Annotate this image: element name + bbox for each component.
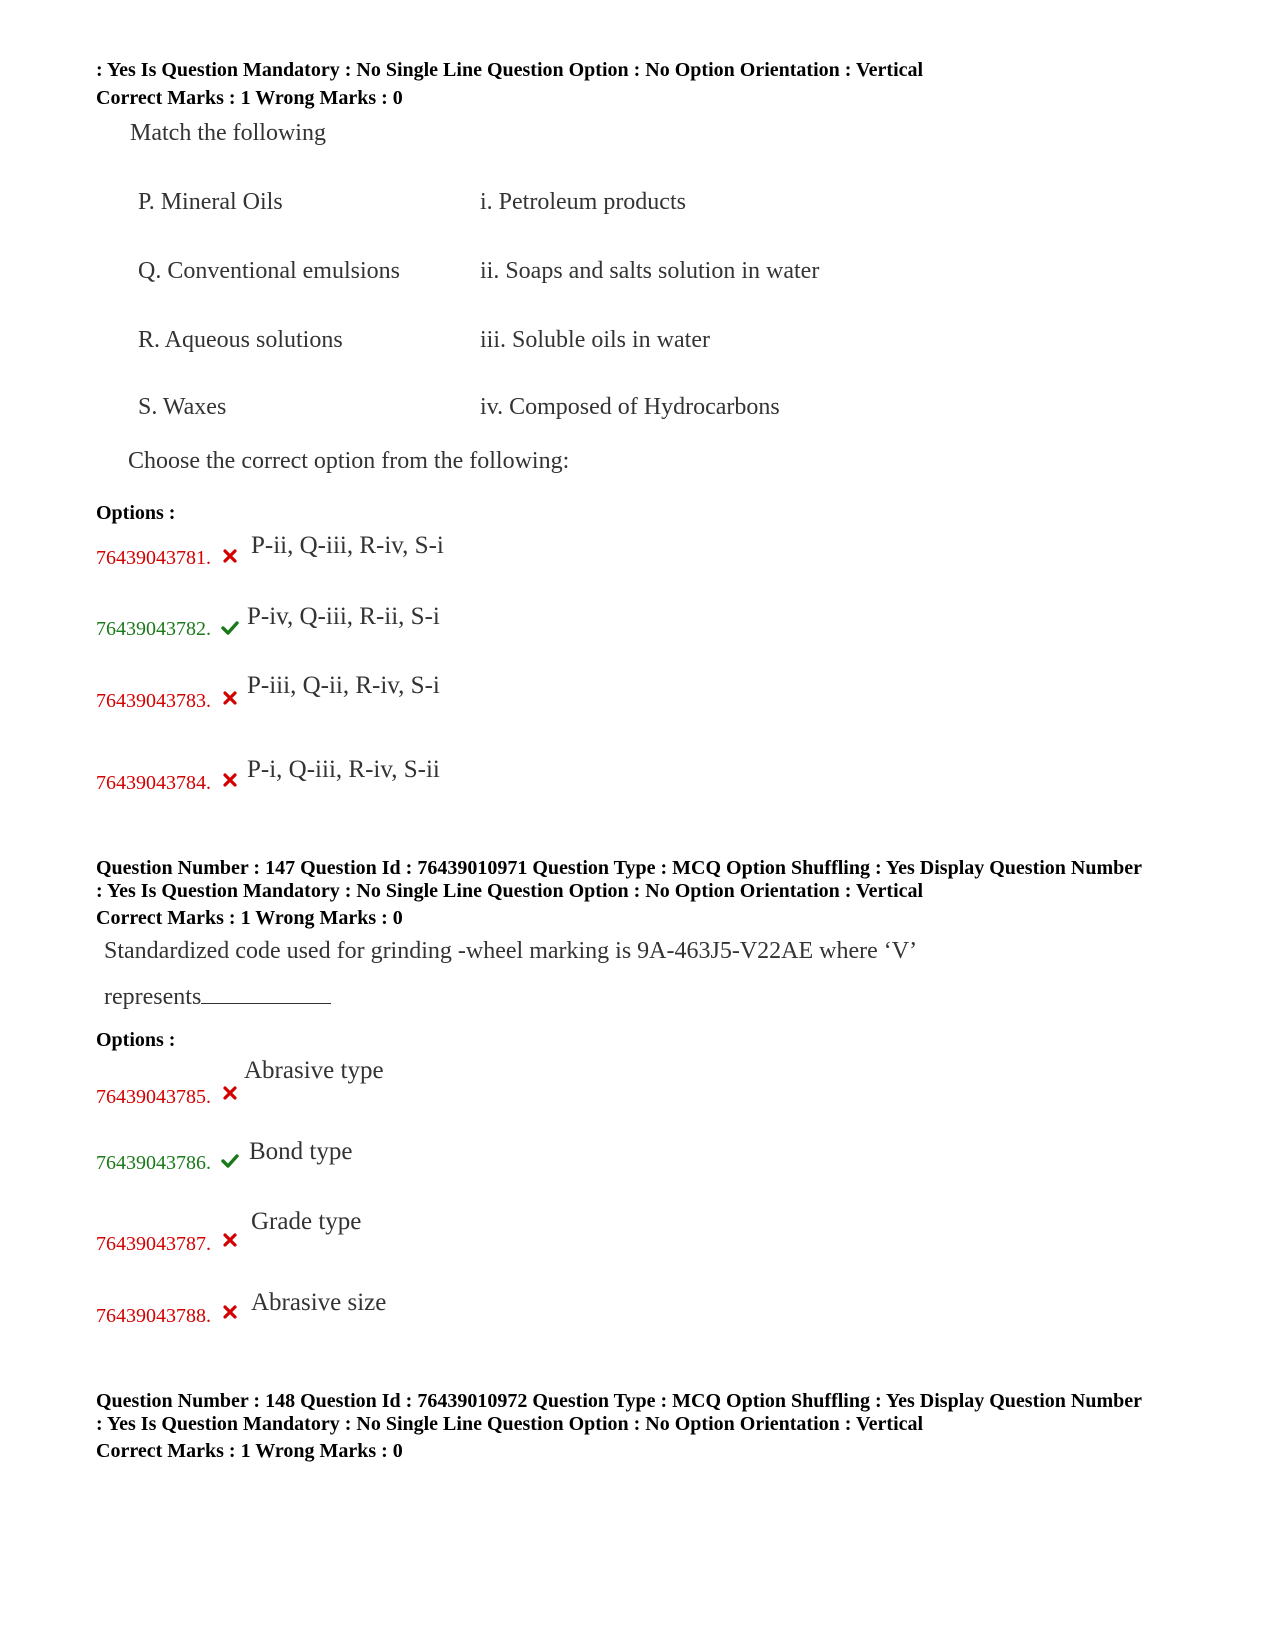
match-right-item: i. Petroleum products <box>480 189 686 215</box>
option-id: 76439043788. <box>96 1305 211 1327</box>
check-icon <box>221 1153 239 1169</box>
match-left-item: P. Mineral Oils <box>138 189 283 215</box>
match-left-item: S. Waxes <box>138 394 227 420</box>
question-meta-line: Question Number : 148 Question Id : 76439010972 Question Type : MCQ Option Shuffling : Yes Display Question Number <box>96 1390 1143 1412</box>
option-id: 76439043783. <box>96 690 211 712</box>
question-meta-line: : Yes Is Question Mandatory : No Single Line Question Option : No Option Orientation : Vertical <box>96 59 924 81</box>
option-id: 76439043785. <box>96 1086 211 1108</box>
option-text: Abrasive type <box>244 1057 384 1084</box>
option-id: 76439043782. <box>96 618 211 640</box>
question-meta-line: : Yes Is Question Mandatory : No Single Line Question Option : No Option Orientation : Vertical <box>96 880 924 902</box>
check-icon <box>221 620 239 636</box>
option-text: Bond type <box>249 1138 353 1165</box>
match-right-item: ii. Soaps and salts solution in water <box>480 258 820 284</box>
marks-line: Correct Marks : 1 Wrong Marks : 0 <box>96 87 403 109</box>
options-label: Options : <box>96 1029 176 1051</box>
cross-icon <box>222 548 238 564</box>
cross-icon <box>222 772 238 788</box>
option-id: 76439043781. <box>96 547 211 569</box>
option-id: 76439043786. <box>96 1152 211 1174</box>
question-intro: Match the following <box>130 120 326 146</box>
question-text-line2 <box>104 981 331 1011</box>
option-text: P-iii, Q-ii, R-iv, S-i <box>247 672 440 699</box>
option-text: Grade type <box>251 1208 362 1235</box>
match-left-item: Q. Conventional emulsions <box>138 258 400 284</box>
option-text: P-ii, Q-iii, R-iv, S-i <box>251 532 444 559</box>
question-prompt: Choose the correct option from the following: <box>128 448 570 474</box>
cross-icon <box>222 690 238 706</box>
cross-icon <box>222 1085 238 1101</box>
options-label: Options : <box>96 502 176 524</box>
option-id: 76439043787. <box>96 1233 211 1255</box>
question-text: Standardized code used for grinding -wheel marking is 9A-463J5-V22AE where ‘V’ <box>104 938 918 964</box>
option-text: Abrasive size <box>251 1289 387 1316</box>
option-text: P-iv, Q-iii, R-ii, S-i <box>247 603 440 630</box>
cross-icon <box>222 1232 238 1248</box>
cross-icon <box>222 1304 238 1320</box>
option-text: P-i, Q-iii, R-iv, S-ii <box>247 756 440 783</box>
marks-line: Correct Marks : 1 Wrong Marks : 0 <box>96 907 403 929</box>
match-left-item: R. Aqueous solutions <box>138 327 343 353</box>
question-meta-line: Question Number : 147 Question Id : 76439010971 Question Type : MCQ Option Shuffling : Yes Display Question Number <box>96 857 1143 879</box>
option-id: 76439043784. <box>96 772 211 794</box>
question-text: represents <box>104 984 202 1010</box>
match-right-item: iv. Composed of Hydrocarbons <box>480 394 780 420</box>
question-meta-line: : Yes Is Question Mandatory : No Single Line Question Option : No Option Orientation : Vertical <box>96 1413 924 1435</box>
match-right-item: iii. Soluble oils in water <box>480 327 710 353</box>
marks-line: Correct Marks : 1 Wrong Marks : 0 <box>96 1440 403 1462</box>
answer-blank <box>201 981 331 1004</box>
